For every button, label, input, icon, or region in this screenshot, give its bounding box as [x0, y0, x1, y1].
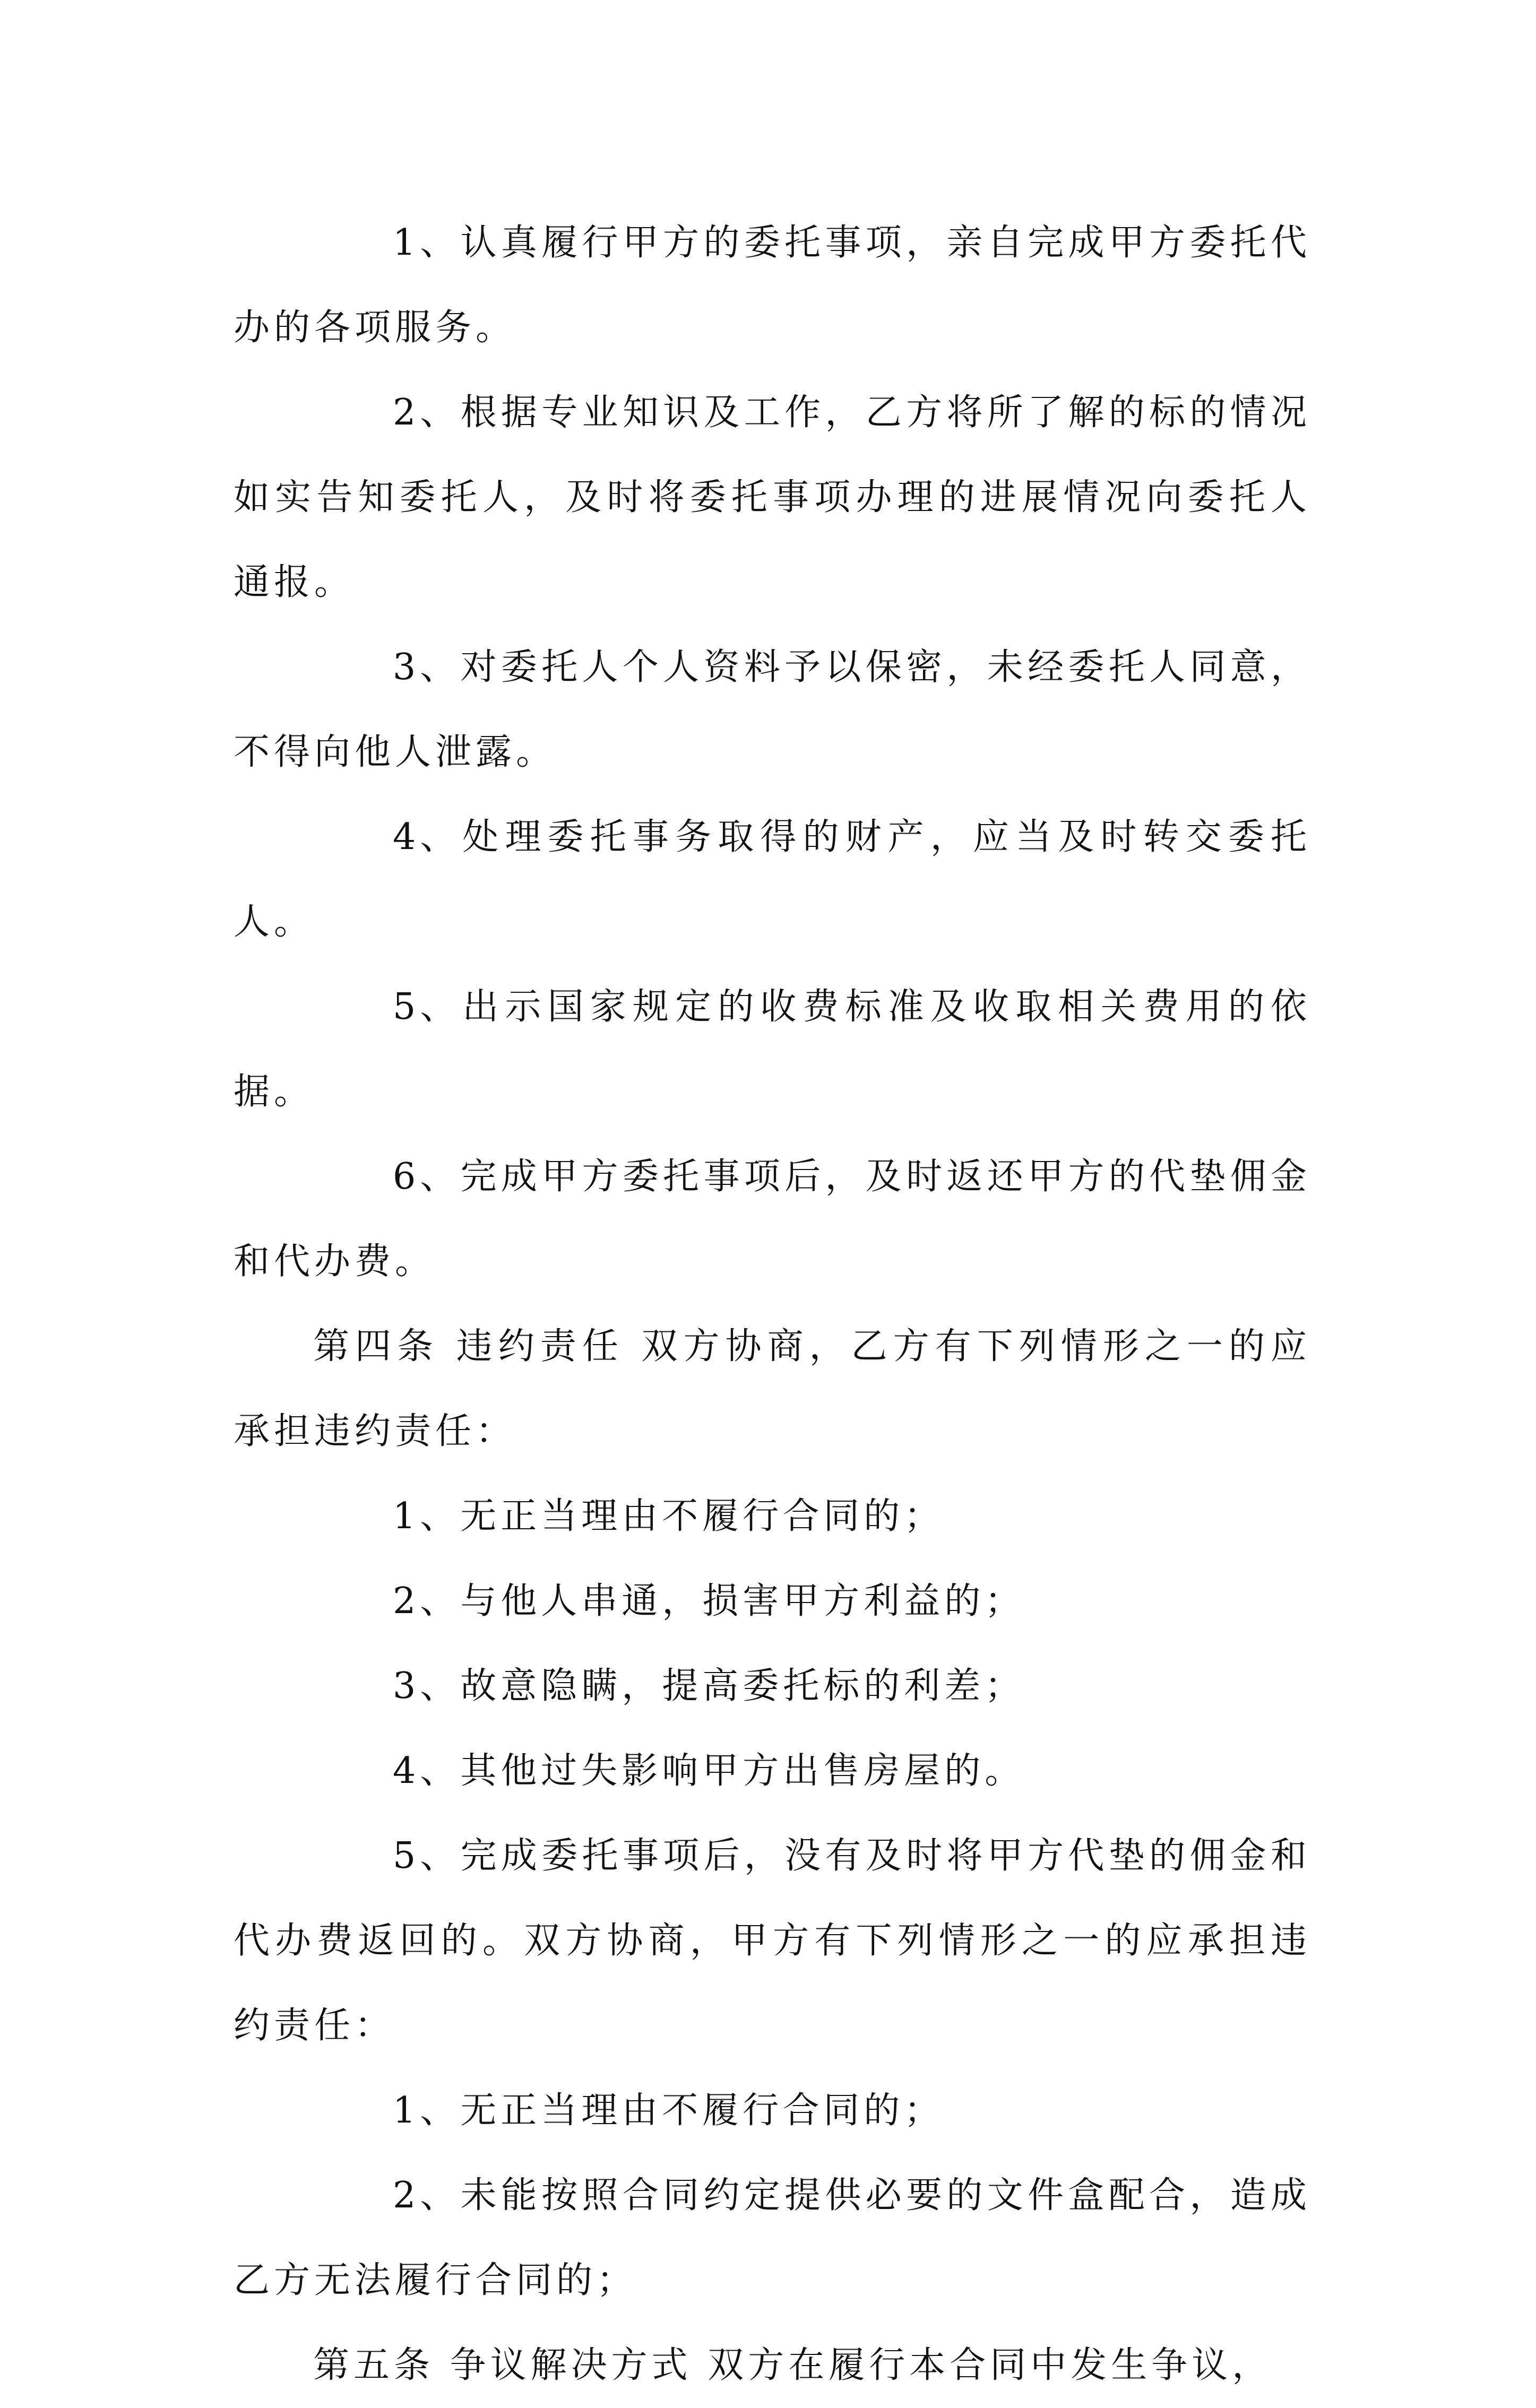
paragraph-text: 无正当理由不履行合同的； — [460, 2090, 945, 2132]
paragraph — [234, 1474, 1311, 1559]
paragraph-text: 第五条 争议解决方式 双方在履行本合同中发生争议， — [313, 2344, 1273, 2386]
paragraph — [234, 1644, 1311, 1729]
paragraph-text: 第四条 违约责任 双方协商，乙方有下列情形之一的应承担违约责任： — [234, 1326, 1311, 1452]
paragraph-text: 认真履行甲方的委托事项，亲自完成甲方委托代办的各项服务。 — [234, 222, 1311, 349]
paragraph-text: 未能按照合同约定提供必要的文件盒配合，造成乙方无法履行合同的； — [234, 2175, 1311, 2301]
paragraph-text: 出示国家规定的收费标准及收取相关费用的依据。 — [234, 986, 1311, 1113]
item-number: 3、 — [393, 1665, 461, 1707]
item-number: 2、 — [393, 1580, 461, 1622]
paragraph — [234, 795, 1311, 965]
item-number: 6、 — [393, 1156, 461, 1198]
article-heading-paragraph — [234, 2323, 1311, 2408]
item-number: 4、 — [393, 1750, 461, 1792]
paragraph-text: 完成甲方委托事项后，及时返还甲方的代垫佣金和代办费。 — [234, 1156, 1311, 1283]
paragraph — [234, 2153, 1311, 2323]
item-number: 2、 — [393, 2175, 461, 2216]
paragraph-text: 其他过失影响甲方出售房屋的。 — [460, 1750, 1025, 1792]
paragraph — [234, 1559, 1311, 1644]
paragraph-text: 处理委托事务取得的财产，应当及时转交委托人。 — [234, 816, 1311, 943]
item-number: 5、 — [393, 1835, 461, 1877]
item-number: 4、 — [393, 816, 461, 858]
paragraph-text: 根据专业知识及工作，乙方将所了解的标的情况如实告知委托人，及时将委托事项办理的进展情况向委托人通报。 — [234, 392, 1311, 603]
paragraph-text: 对委托人个人资料予以保密，未经委托人同意，不得向他人泄露。 — [234, 646, 1311, 773]
paragraph — [234, 965, 1311, 1134]
item-number: 3、 — [393, 646, 461, 688]
article-heading-paragraph — [234, 1304, 1311, 1474]
paragraph-text: 故意隐瞒，提高委托标的利差； — [460, 1665, 1025, 1707]
paragraph — [234, 370, 1311, 625]
paragraph — [234, 625, 1311, 795]
item-number: 2、 — [393, 392, 461, 434]
item-number: 1、 — [393, 2090, 461, 2132]
paragraph — [234, 201, 1311, 370]
item-number: 1、 — [393, 1495, 461, 1537]
item-number: 5、 — [393, 986, 461, 1028]
paragraph-text: 与他人串通，损害甲方利益的； — [460, 1580, 1025, 1622]
paragraph — [234, 1134, 1311, 1304]
paragraph — [234, 2068, 1311, 2153]
document-body — [234, 201, 1311, 2408]
paragraph-text: 无正当理由不履行合同的； — [460, 1495, 945, 1537]
item-number: 1、 — [393, 222, 461, 264]
paragraph-text: 完成委托事项后，没有及时将甲方代垫的佣金和代办费返回的。双方协商，甲方有下列情形之一的应承担违约责任： — [234, 1835, 1311, 2047]
paragraph — [234, 1814, 1311, 2068]
paragraph — [234, 1729, 1311, 1814]
